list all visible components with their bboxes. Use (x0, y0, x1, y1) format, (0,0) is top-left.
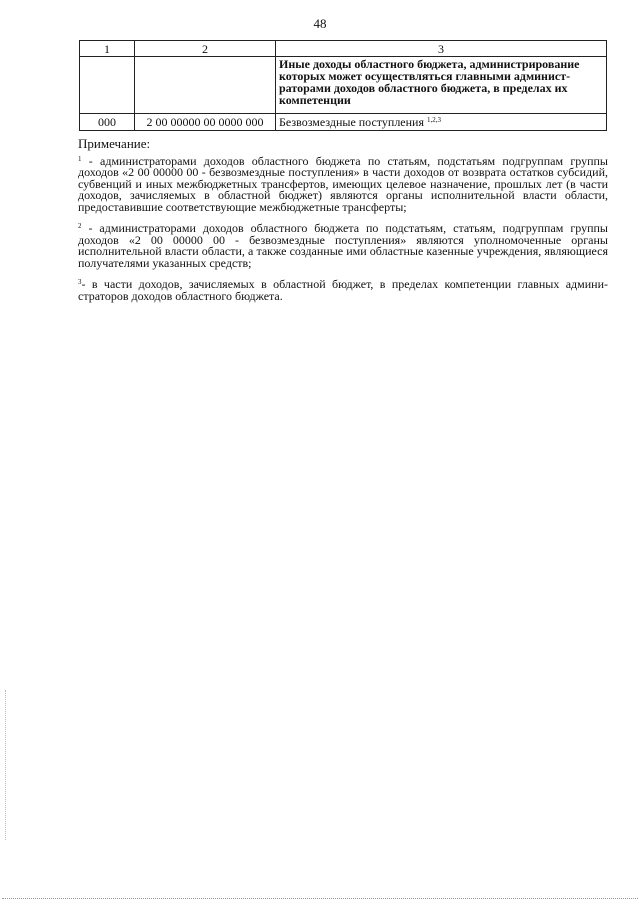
note-text-1: - администраторами доходов областного бюджета по статьям, подстатьям подгруппам группы доходов «2 00 00000 00 - безвозмездные поступления» в части доходов от возврата остатков субсидий, субвенций и иных межбюджетных трансфертов, имеющих целевое назначение, прошлых лет (в части доходов, зачисляемых в областной бюджет) являются органы исполнительной власти области, предоставившие соответствующие межбюджетные трансферты; (78, 153, 608, 214)
budget-code-cell: 2 00 00000 00 0000 000 (135, 114, 276, 131)
section-empty-cell-1 (80, 57, 135, 114)
note-text-2: - администраторами доходов областного бюджета по подстатьям, статьям, подгруппам группы доходов «2 00 00000 00 - безвозмездные поступления» являются уполномоченные органы исполнительной власти области, а также созданные ими областные казенные учреждения, являющиеся получателями указанных средств; (78, 221, 608, 270)
table-header-row (80, 41, 607, 57)
notes-section (78, 138, 608, 312)
section-title: Иные доходы областного бюджета, администрирование которых может осуществляться главными админист-раторами доходов областного бюджета, в пределах их компетенции (276, 57, 607, 114)
column-header-3: 3 (276, 41, 607, 57)
revenue-name: Безвозмездные поступления (279, 115, 424, 129)
scan-margin-marks (5, 690, 8, 840)
footnote-refs: 1,2,3 (427, 116, 441, 124)
note-item-2 (78, 223, 608, 269)
section-row (80, 57, 607, 114)
section-empty-cell-2 (135, 57, 276, 114)
note-mark-1: 1 (78, 154, 82, 163)
table-row (80, 114, 607, 131)
page-number: 48 (313, 16, 327, 31)
note-text-3: - в части доходов, зачисляемых в областной бюджет, в пределах компетенции главных админи-страторов доходов областного бюджета. (78, 277, 608, 303)
notes-heading: Примечание: (78, 136, 151, 151)
note-item-3 (78, 279, 608, 302)
column-header-2: 2 (135, 41, 276, 57)
note-mark-2: 2 (78, 222, 82, 230)
revenue-name-cell (276, 114, 607, 131)
revenue-table (79, 40, 607, 131)
column-header-1: 1 (80, 41, 135, 57)
note-mark-3: 3 (78, 278, 82, 286)
note-item-1 (78, 153, 608, 214)
admin-code-cell: 000 (80, 114, 135, 131)
scan-bottom-edge (2, 898, 638, 899)
